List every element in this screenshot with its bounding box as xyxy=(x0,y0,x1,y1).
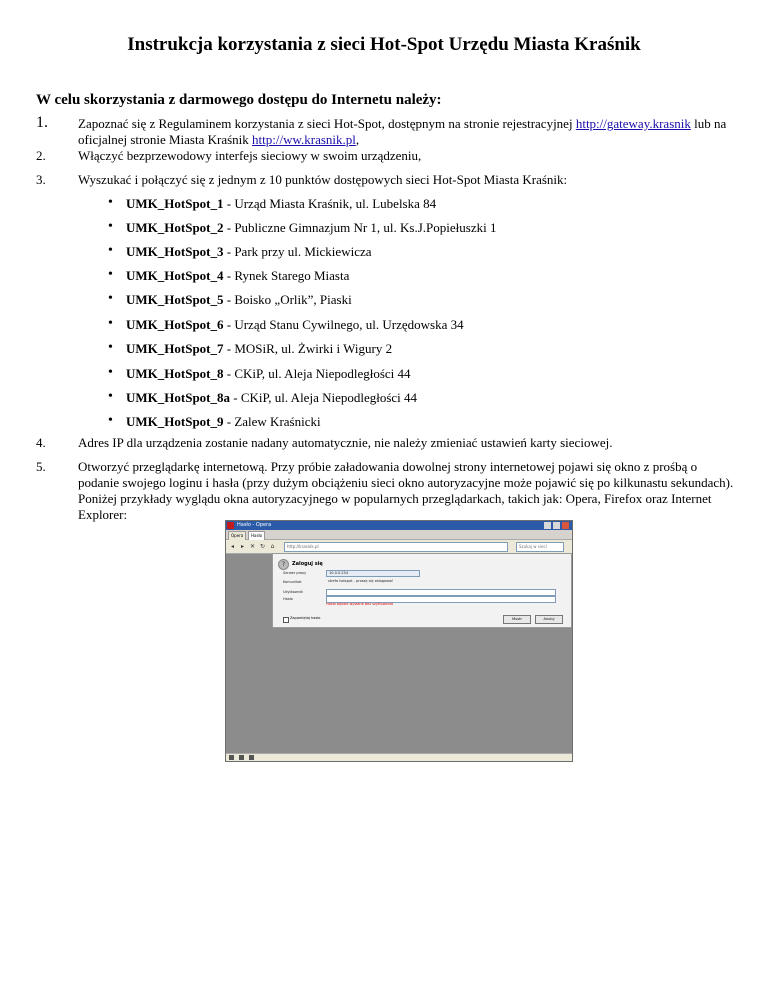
remember-checkbox xyxy=(283,617,289,623)
login-dialog xyxy=(272,553,572,628)
hotspot-desc: - Zalew Kraśnicki xyxy=(223,414,321,429)
bullet-icon: • xyxy=(108,389,113,404)
reload-icon: ↻ xyxy=(259,543,266,550)
encryption-warning: Hasło będzie wysłane bez szyfrowania xyxy=(326,602,394,606)
search-field: Szukaj w sieci xyxy=(516,542,564,552)
hotspot-name: UMK_HotSpot_3 xyxy=(126,244,224,259)
status-icon xyxy=(239,755,244,760)
tab-haslo: Hasło xyxy=(248,531,265,541)
hotspot-name: UMK_HotSpot_8a xyxy=(126,390,230,405)
tab-bar xyxy=(226,530,572,540)
cancel-button: Anuluj xyxy=(535,615,563,624)
document-title: Instrukcja korzystania z sieci Hot-Spot Urzędu Miasta Kraśnik xyxy=(127,34,641,55)
hotspot-desc: - Boisko „Orlik”, Piaski xyxy=(223,292,352,307)
ok-button: Mustr xyxy=(503,615,531,624)
step-text-part: lub na oficjalnej stronie Miasta Kraśnik xyxy=(78,116,727,147)
step-text: Adres IP dla urządzenia zostanie nadany automatycznie, nie należy zmieniać ustawień karty sieciowej. xyxy=(78,435,613,450)
bullet-icon: • xyxy=(108,195,113,210)
opera-logo-icon xyxy=(227,522,234,529)
maximize-icon xyxy=(553,522,560,529)
step-text xyxy=(78,116,738,148)
username-field xyxy=(326,589,556,596)
address-field: http://krasnik.pl xyxy=(284,542,508,552)
hotspot-desc: - CKiP, ul. Aleja Niepodległości 44 xyxy=(223,366,411,381)
field-label: Hasło xyxy=(283,597,293,601)
step-number: 3. xyxy=(36,172,46,187)
stop-icon: ✕ xyxy=(249,543,256,550)
hotspot-name: UMK_HotSpot_5 xyxy=(126,292,224,307)
remember-label: Zapamiętaj hasło xyxy=(290,616,321,620)
forward-icon: ▸ xyxy=(240,543,244,550)
hotspot-name: UMK_HotSpot_6 xyxy=(126,317,224,332)
step-text-part: , xyxy=(355,132,360,147)
tab-opera: Opera xyxy=(228,531,246,541)
hotspot-desc: - Rynek Starego Miasta xyxy=(223,268,350,283)
nav-bar xyxy=(226,540,572,554)
bullet-icon: • xyxy=(108,267,113,282)
hotspot-desc: - CKiP, ul. Aleja Niepodległości 44 xyxy=(230,390,418,405)
bullet-icon: • xyxy=(108,243,113,258)
intro-heading: W celu skorzystania z darmowego dostępu do Internetu należy: xyxy=(36,92,442,108)
field-label: Serwer proxy xyxy=(283,571,307,575)
info-icon: ? xyxy=(278,559,289,570)
browser-screenshot xyxy=(225,520,573,762)
minimize-icon xyxy=(544,522,551,529)
hotspot-desc: - Urząd Stanu Cywilnego, ul. Urzędowska 34 xyxy=(223,317,464,332)
hotspot-desc: - Publiczne Gimnazjum Nr 1, ul. Ks.J.Popiełuszki 1 xyxy=(223,220,497,235)
step-text: Wyszukać i połączyć się z jednym z 10 punktów dostępowych sieci Hot-Spot Miasta Kraśnik: xyxy=(78,172,568,187)
close-icon xyxy=(562,522,569,529)
bullet-icon: • xyxy=(108,316,113,331)
hotspot-name: UMK_HotSpot_7 xyxy=(126,341,224,356)
hotspot-name: UMK_HotSpot_4 xyxy=(126,268,224,283)
step-text-part: Zapoznać się z Regulaminem korzystania z sieci Hot-Spot, dostępnym na stronie rejestracyjnej xyxy=(78,116,576,131)
hotspot-desc: - Park przy ul. Mickiewicza xyxy=(223,244,372,259)
bullet-icon: • xyxy=(108,219,113,234)
status-bar xyxy=(226,753,572,762)
hotspot-name: UMK_HotSpot_9 xyxy=(126,414,224,429)
hotspot-desc: - Urząd Miasta Kraśnik, ul. Lubelska 84 xyxy=(223,196,437,211)
dialog-title: Zaloguj się xyxy=(292,561,323,567)
hotspot-desc: - MOSiR, ul. Żwirki i Wigury 2 xyxy=(223,341,393,356)
status-icon xyxy=(229,755,234,760)
field-value: strefa hotspot - proszę się zalogować xyxy=(328,579,394,583)
field-label: Komunikat xyxy=(283,580,302,584)
status-icon xyxy=(249,755,254,760)
back-icon: ◂ xyxy=(230,543,234,550)
hotspot-name: UMK_HotSpot_1 xyxy=(126,196,224,211)
step-number: 2. xyxy=(36,148,46,163)
hotspot-name: UMK_HotSpot_8 xyxy=(126,366,224,381)
bullet-icon: • xyxy=(108,291,113,306)
field-value: 10.0.0.254 xyxy=(326,570,420,577)
window-titlebar xyxy=(226,521,572,530)
gateway-link[interactable]: http://gateway.krasnik xyxy=(575,116,691,131)
step-text: Otworzyć przeglądarkę internetową. Przy próbie załadowania dowolnej strony internetowej pojawi się okno z prośbą o podanie swojego loginu i hasła (przy dużym obciążeniu sieci okno autoryzacyjne może pojawić się po kilkunastu sekundach). Poniżej przykłady wyglądu okna autoryzacyjnego w popularnych przeglądarkach, takich jak: Opera, Firefox oraz Internet Explorer: xyxy=(78,459,734,522)
step-number: 4. xyxy=(36,435,46,450)
field-label: Użytkownik xyxy=(283,590,303,594)
bullet-icon: • xyxy=(108,365,113,380)
window-title: Hasło - Opera xyxy=(237,522,272,528)
krasnik-link[interactable]: http://ww.krasnik.pl xyxy=(252,132,356,147)
step-number: 1. xyxy=(36,114,48,131)
hotspot-name: UMK_HotSpot_2 xyxy=(126,220,224,235)
bullet-icon: • xyxy=(108,413,113,428)
step-text: Włączyć bezprzewodowy interfejs sieciowy w swoim urządzeniu, xyxy=(78,148,422,163)
home-icon: ⌂ xyxy=(270,543,275,550)
bullet-icon: • xyxy=(108,340,113,355)
step-number: 5. xyxy=(36,459,46,474)
